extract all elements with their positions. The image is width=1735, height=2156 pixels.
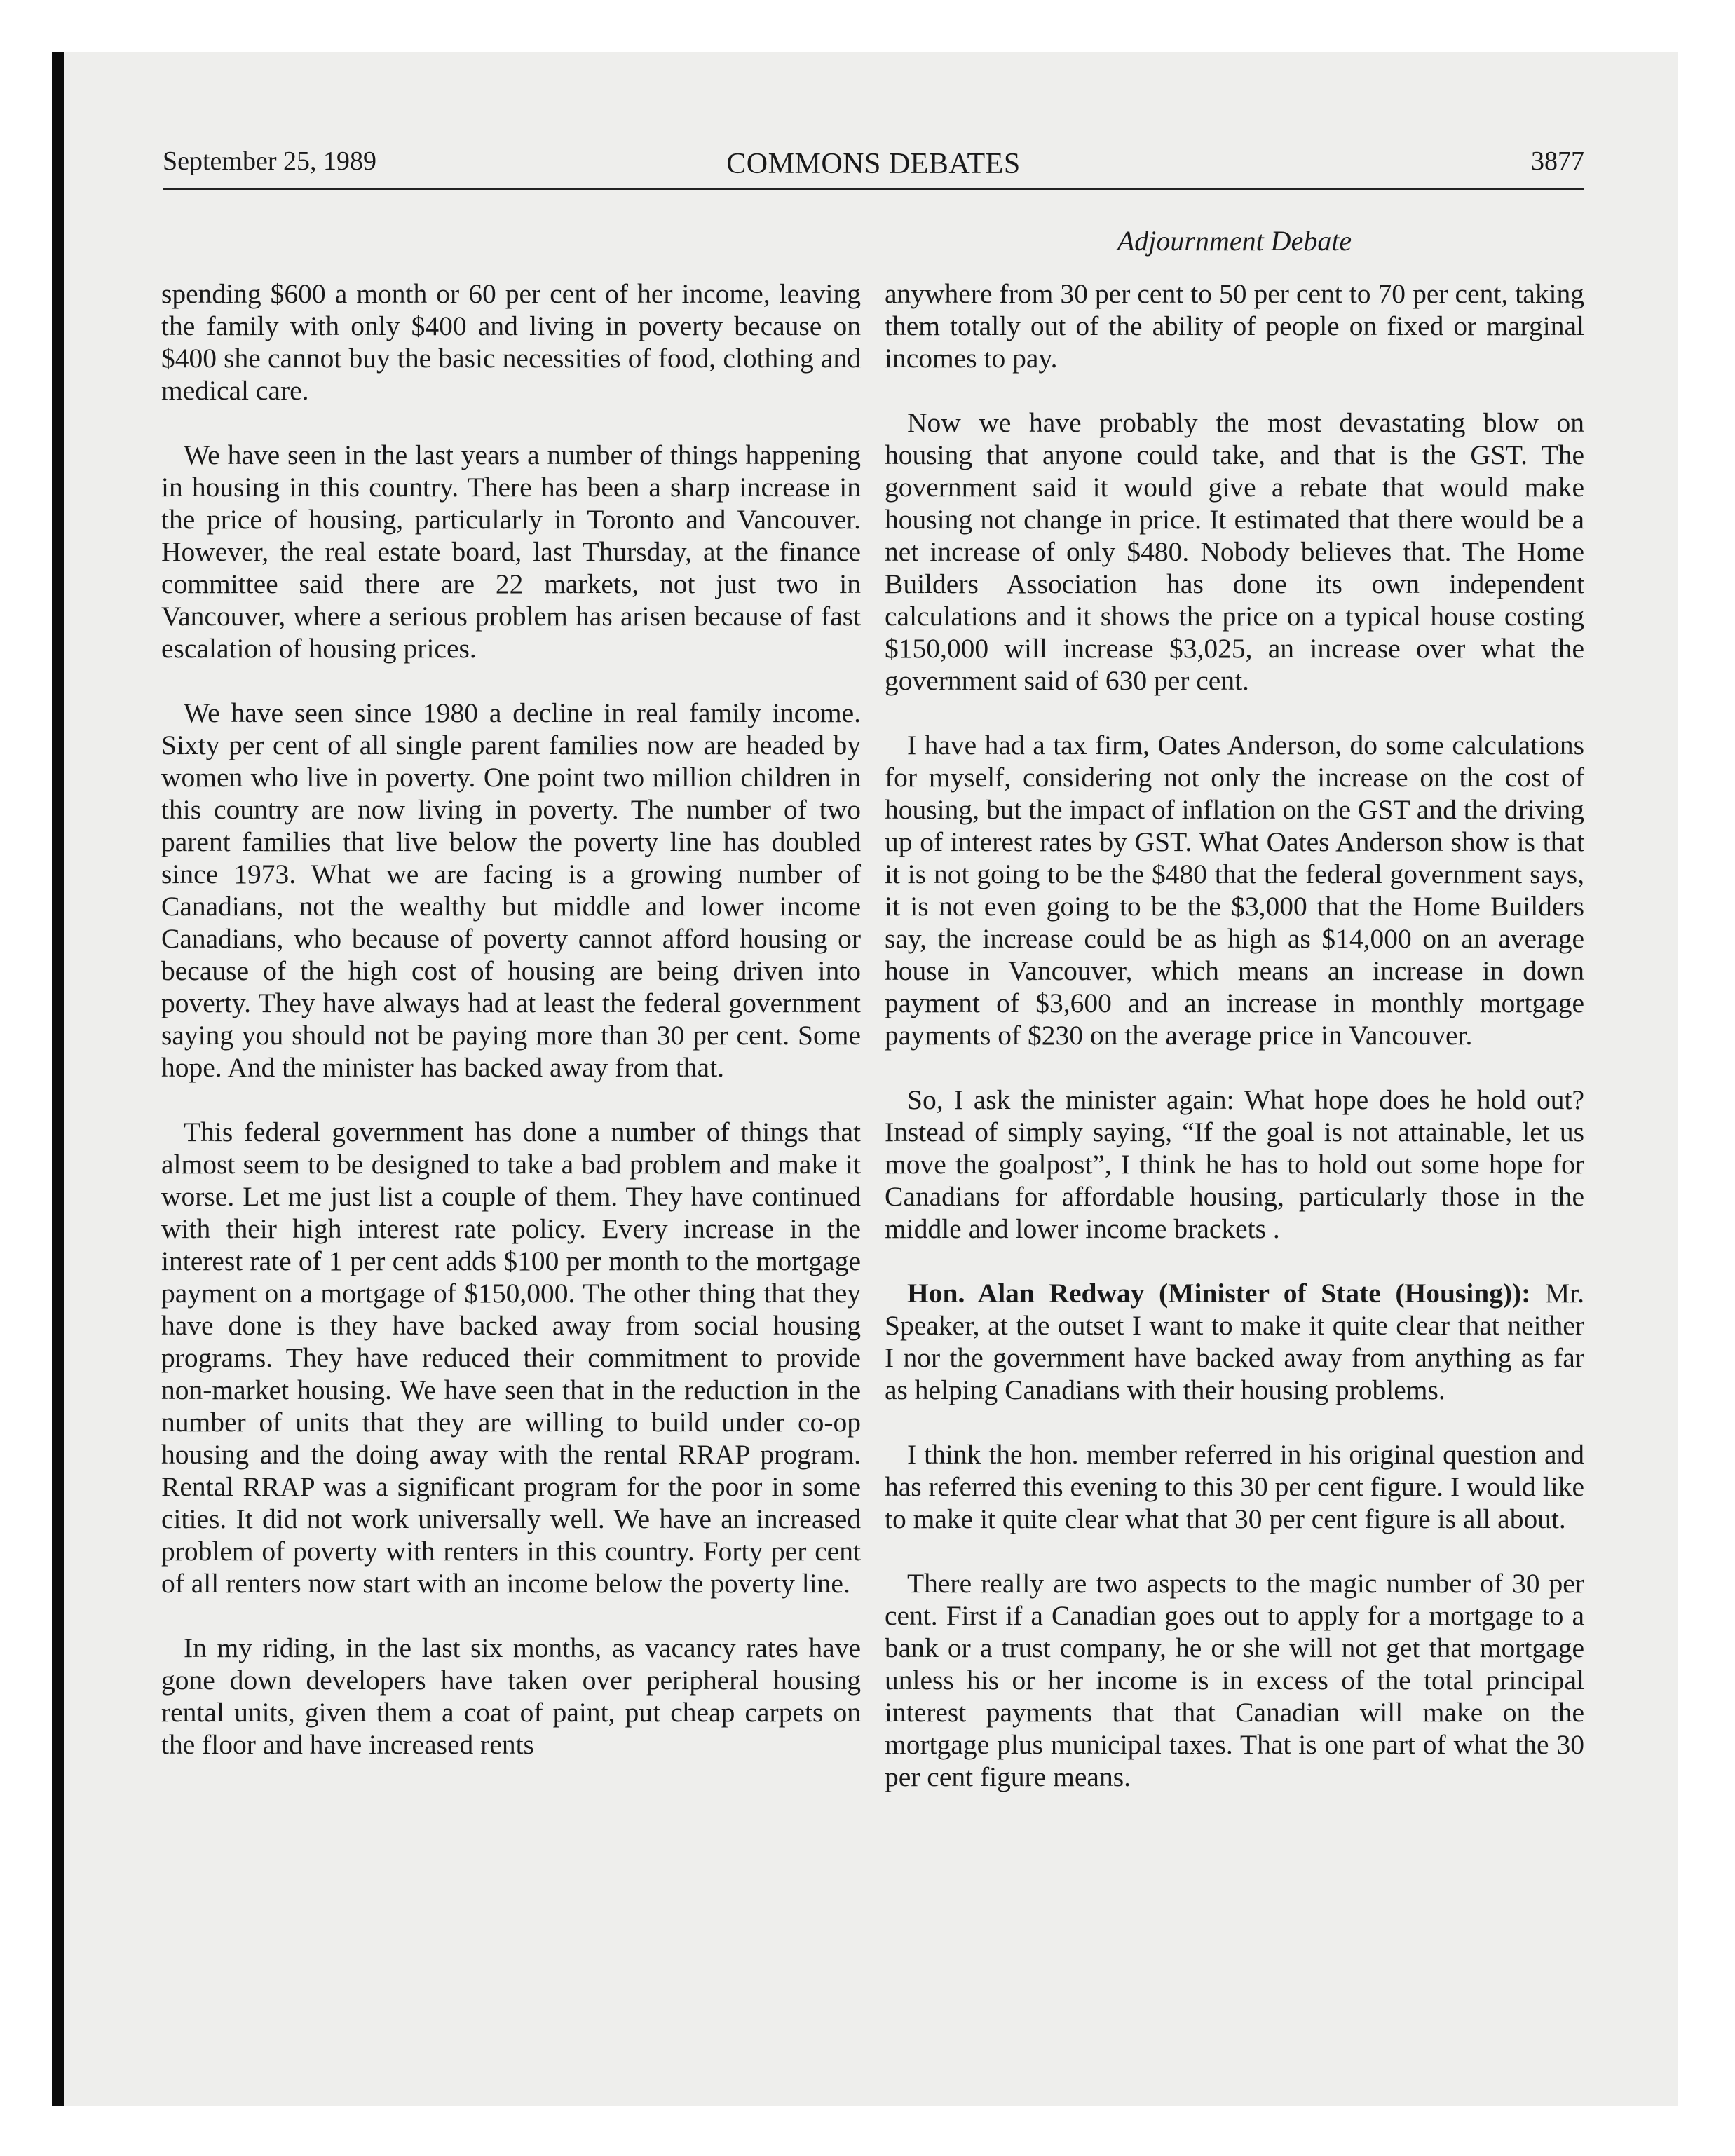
- left-column: [161, 278, 861, 1793]
- header-publication: COMMONS DEBATES: [726, 148, 1021, 180]
- header-page-number: 3877: [1531, 146, 1584, 176]
- speaker-paragraph: [885, 1277, 1584, 1406]
- paragraph: Now we have probably the most devastating blow on housing that anyone could take, and that is the GST. The government said it would give a rebate that would make housing not change in price. It estimated that there would be a net increase of only $480. Nobody believes that. The Home Builders Association has done its own independent calculations and it shows the price on a typical house costing $150,000 will increase $3,025, an increase over what the government said of 630 per cent.: [885, 407, 1584, 696]
- paragraph: This federal government has done a number of things that almost seem to be designed to take a bad problem and make it worse. Let me just list a couple of them. They have continued with their high interest rate policy. Every increase in the interest rate of 1 per cent adds $100 per month to the mortgage payment on a mortgage of $150,000. The other thing that they have done is they have backed away from social housing programs. They have reduced their commitment to provide non-market housing. We have seen that in the reduction in the number of units that they are willing to build under co-op housing and the doing away with the rental RRAP program. Rental RRAP was a significant program for the poor in some cities. It did not work universally well. We have an increased problem of poverty with renters in this country. Forty per cent of all renters now start with an income below the poverty line.: [161, 1117, 861, 1599]
- paragraph: We have seen since 1980 a decline in real family income. Sixty per cent of all single parent families now are headed by women who live in poverty. One point two million children in this country are now living in poverty. The number of two parent families that live below the poverty line has doubled since 1973. What we are facing is a growing number of Canadians, not the wealthy but middle and lower income Canadians, who because of poverty cannot afford housing or because of the high cost of housing are being driven into poverty. They have always had at least the federal government saying you should not be paying more than 30 per cent. Some hope. And the minister has backed away from that.: [161, 697, 861, 1083]
- section-title: Adjournment Debate: [1117, 225, 1352, 257]
- right-column: [885, 278, 1584, 1825]
- paragraph: In my riding, in the last six months, as vacancy rates have gone down developers have taken over peripheral housing rental units, given them a coat of paint, put cheap carpets on the floor and have increased rents: [161, 1632, 861, 1760]
- speaker-text: Mr. Speaker, at the outset I want to make it quite clear that neither I nor the government have backed away from anything as far as helping Canadians with their housing problems.: [885, 1278, 1584, 1405]
- paragraph: anywhere from 30 per cent to 50 per cent to 70 per cent, taking them totally out of the ability of people on fixed or marginal incomes to pay.: [885, 278, 1584, 374]
- paragraph: There really are two aspects to the magic number of 30 per cent. First if a Canadian goes out to apply for a mortgage to a bank or a trust company, he or she will not get that mortgage unless his or her income is in excess of the total principal interest payments that that Canadian will make on the mortgage plus municipal taxes. That is one part of what the 30 per cent figure means.: [885, 1568, 1584, 1792]
- speaker-name: Hon. Alan Redway (Minister of State (Housing)):: [907, 1278, 1531, 1309]
- paragraph: So, I ask the minister again: What hope does he hold out? Instead of simply saying, “If the goal is not attainable, let us move the goalpost”, I think he has to hold out some hope for Canadians for affordable housing, particularly those in the middle and lower income brackets .: [885, 1084, 1584, 1244]
- binding-edge: [52, 52, 64, 2106]
- paragraph: I have had a tax firm, Oates Anderson, do some calculations for myself, considering not only the increase on the cost of housing, but the impact of inflation on the GST and the driving up of interest rates by GST. What Oates Anderson show is that it is not going to be the $480 that the federal government says, it is not even going to be the $3,000 that the Home Builders say, the increase could be as high as $14,000 on an average house in Vancouver, which means an increase in down payment of $3,600 and an increase in monthly mortgage payments of $230 on the average price in Vancouver.: [885, 730, 1584, 1051]
- paragraph: spending $600 a month or 60 per cent of her income, leaving the family with only $400 and living in poverty because on $400 she cannot buy the basic necessities of food, clothing and medical care.: [161, 278, 861, 406]
- running-header: [163, 140, 1584, 189]
- paragraph: We have seen in the last years a number of things happening in housing in this country. There has been a sharp increase in the price of housing, particularly in Toronto and Vancouver. However, the real estate board, last Thursday, at the finance committee said there are 22 markets, not just two in Vancouver, where a serious problem has arisen because of fast escalation of housing prices.: [161, 439, 861, 664]
- header-date: September 25, 1989: [163, 146, 377, 176]
- header-rule: [163, 188, 1584, 190]
- paragraph: I think the hon. member referred in his original question and has referred this evening to this 30 per cent figure. I would like to make it quite clear what that 30 per cent figure is all about.: [885, 1439, 1584, 1534]
